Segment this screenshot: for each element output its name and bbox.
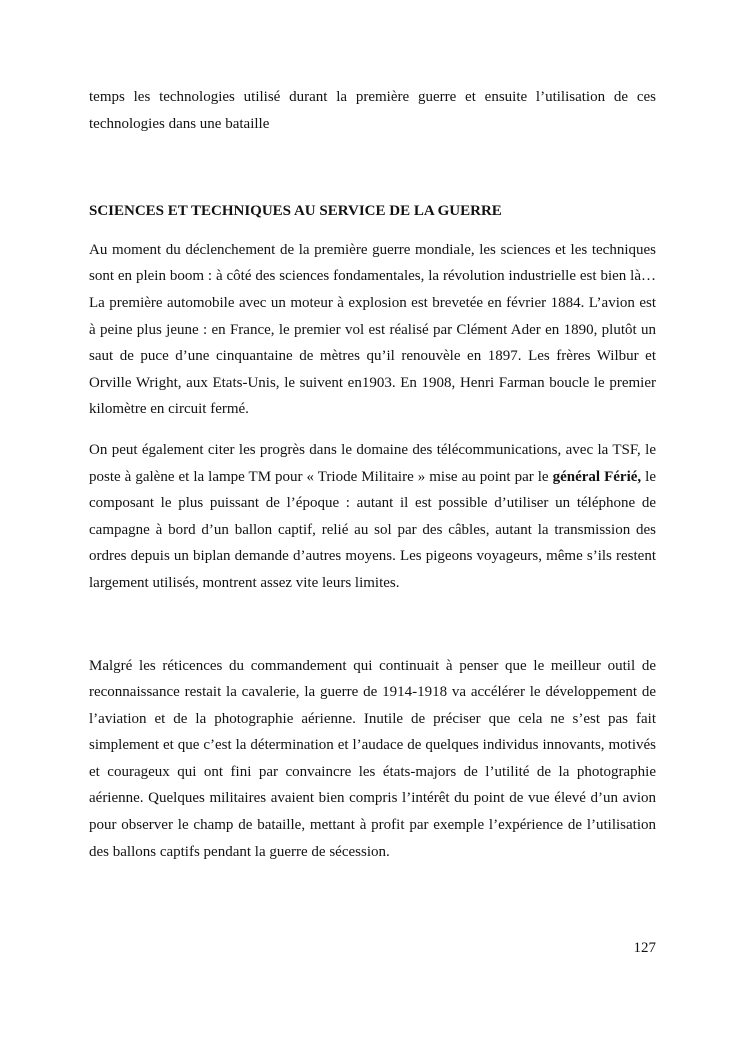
bold-text-run: général Férié, [552,468,642,485]
paragraph-sciences-techniques: Au moment du déclenchement de la première guerre mondiale, les sciences et les techniques sont en plein boom : à côté des sciences fondamentales, la révolution industrielle est bien là… La première automobile avec un moteur à explosion est brevetée en février 1884. L’avion est à peine plus jeune : en France, le premier vol est réalisé par Clément Ader en 1890, plutôt un saut de puce d’une cinquantaine de mètres qu’il renouvèle en 1897. Les frères Wilbur et Orville Wright, aux Etats-Unis, le suivent en1903. En 1908, Henri Farman boucle le premier kilomètre en circuit fermé. [89,241,656,418]
text-run: On peut également citer les progrès dans le domaine des télécommunications, avec la TSF, le poste à galène et la lampe TM pour « Triode Militaire » mise au point par le [89,441,656,485]
document-body [89,0,656,865]
paragraph-aviation-photographie: Malgré les réticences du commandement qui continuait à penser que le meilleur outil de reconnaissance restait la cavalerie, la guerre de 1914-1918 va accélérer le développement de l’aviation et de la photographie aérienne. Inutile de préciser que cela ne s’est pas fait simplement et que c’est la détermination et l’audace de quelques individus innovants, motivés et courageux qui ont fini par convaincre les états-majors de l’utilité de la photographie aérienne. Quelques militaires avaient bien compris l’intérêt du point de vue élevé d’un avion pour observer le champ de bataille, mettant à profit par exemple l’expérience de l’utilisation des ballons captifs pendant la guerre de sécession. [89,657,656,860]
text-run: le composant le plus puissant de l’époque : autant il est possible d’utiliser un téléphone de campagne à bord d’un ballon captif, relié au sol par des câbles, autant la transmission des ordres depuis un biplan demande d’autres moyens. Les pigeons voyageurs, même s’ils restent largement utilisés, montrent assez vite leurs limites. [89,468,656,591]
page-number: 127 [633,940,656,956]
section-heading: SCIENCES ET TECHNIQUES AU SERVICE DE LA GUERRE [89,203,502,220]
paragraph-telecommunications [89,437,656,597]
paragraph-intro: temps les technologies utilisé durant la première guerre et ensuite l’utilisation de ces technologies dans une bataille [89,89,656,132]
